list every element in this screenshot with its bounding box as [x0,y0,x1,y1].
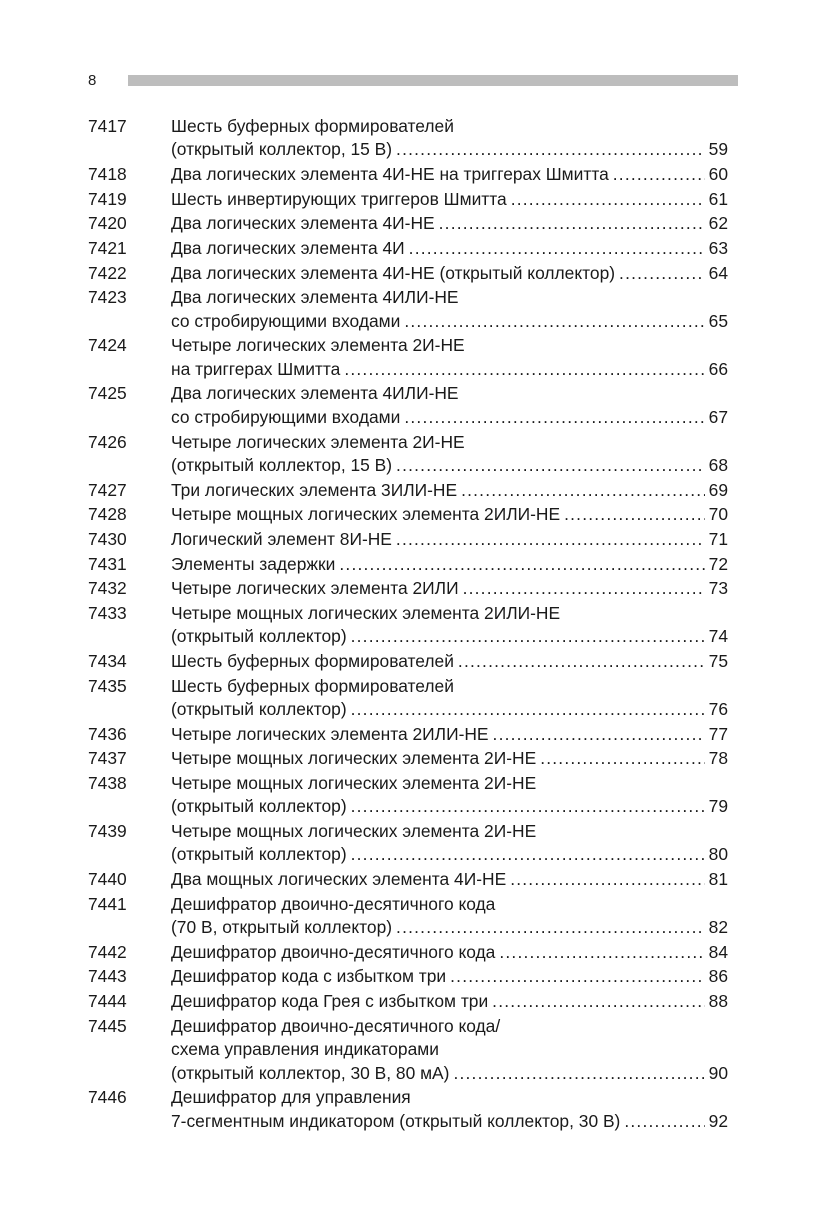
entry-title-line: Четыре логических элемента 2И-НЕ [171,335,465,356]
entry-last-line [171,577,728,600]
entry-title-line: (открытый коллектор, 30 В, 80 мА) [171,1062,450,1083]
entry-page-number: 78 [708,748,728,769]
entry-last-line [171,1062,728,1085]
dot-leader [492,990,705,1013]
toc-entry [88,382,728,429]
entry-code: 7441 [88,893,127,914]
entry-code: 7421 [88,238,127,259]
entry-page-number: 65 [708,310,728,331]
entry-body [171,577,728,600]
dot-leader [510,868,705,891]
entry-title-line: (открытый коллектор) [171,626,347,647]
entry-code: 7434 [88,650,127,671]
entry-last-line [171,237,728,260]
entry-page-number: 64 [708,262,728,283]
dot-leader [396,454,705,477]
dot-leader [404,310,705,333]
dot-leader [499,941,705,964]
dot-leader [351,625,705,648]
entry-page-number: 73 [708,578,728,599]
dot-leader [351,843,705,866]
entry-code: 7437 [88,748,127,769]
toc-entry [88,868,728,891]
entry-body [171,675,728,722]
entry-code: 7444 [88,991,127,1012]
entry-code: 7427 [88,479,127,500]
entry-last-line [171,868,728,891]
entry-code: 7436 [88,723,127,744]
entry-code: 7439 [88,821,127,842]
toc-entry [88,115,728,162]
entry-title-line: Дешифратор кода Грея с избытком три [171,991,489,1012]
entry-page-number: 69 [708,479,728,500]
entry-body [171,650,728,673]
entry-page-number: 82 [708,917,728,938]
entry-title-line: Дешифратор двоично-десятичного кода [171,893,496,914]
entry-last-line [171,916,728,939]
entry-last-line [171,990,728,1013]
entry-code: 7417 [88,116,127,136]
entry-body [171,188,728,211]
entry-body [171,262,728,285]
entry-title-line: (открытый коллектор, 15 В) [171,454,393,475]
toc-entry [88,212,728,235]
entry-title-line: Четыре мощных логических элемента 2И-НЕ [171,772,537,793]
entry-title-line: (открытый коллектор) [171,699,347,719]
entry-page-number: 77 [708,723,728,744]
entry-code: 7430 [88,528,127,549]
dot-leader [458,650,705,673]
entry-last-line [171,503,728,526]
entry-body [171,286,728,333]
toc-entry [88,772,728,819]
entry-body [171,723,728,746]
entry-page-number: 70 [708,504,728,525]
entry-code: 7419 [88,188,127,209]
entry-last-line [171,723,728,746]
entry-page-number: 75 [708,650,728,671]
dot-leader [511,188,705,211]
entry-title-line: со стробирующими входами [171,406,401,427]
toc-entry [88,262,728,285]
entry-code: 7428 [88,504,127,525]
entry-title-line: (70 В, открытый коллектор) [171,917,393,938]
entry-page-number: 86 [708,966,728,987]
entry-body [171,431,728,478]
toc-entry [88,237,728,260]
entry-page-number: 63 [708,238,728,259]
entry-body [171,115,728,162]
entry-last-line [171,650,728,673]
entry-last-line [171,406,728,429]
dot-leader [453,1062,705,1085]
entry-title-line: Дешифратор двоично-десятичного кода [171,941,496,962]
entry-code: 7425 [88,383,127,404]
entry-code: 7423 [88,287,127,308]
entry-page-number: 67 [708,406,728,427]
entry-last-line [171,795,728,818]
dot-leader [396,138,705,161]
entry-title-line: Шесть буферных формирователей [171,675,454,696]
entry-last-line [171,212,728,235]
entry-title-line: Четыре логических элемента 2ИЛИ-НЕ [171,723,489,744]
entry-body [171,553,728,576]
entry-title-line: 7-сегментным индикатором (открытый коллектор, 30 В) [171,1110,621,1131]
dot-leader [439,212,705,235]
dot-leader [351,795,705,818]
entry-last-line [171,1110,728,1133]
entry-code: 7426 [88,431,127,452]
entry-title-line: Четыре логических элемента 2ИЛИ [171,578,459,599]
entry-last-line [171,843,728,866]
entry-body [171,163,728,186]
entry-title-line: Четыре мощных логических элемента 2ИЛИ-НЕ [171,602,561,623]
entry-page-number: 90 [708,1062,728,1083]
entry-last-line [171,138,728,161]
entry-title-line: Четыре логических элемента 2И-НЕ [171,431,465,452]
entry-last-line [171,358,728,381]
entry-title-line: Два логических элемента 4И-НЕ [171,213,435,234]
entry-title-line: Логический элемент 8И-НЕ [171,528,392,549]
entry-title-line: Шесть буферных формирователей [171,650,454,671]
table-of-contents [88,115,728,1134]
toc-entry [88,553,728,576]
entry-body [171,1086,728,1133]
entry-title-line: Дешифратор двоично-десятичного кода/ [171,1015,501,1036]
page-header [88,70,738,92]
header-rule [128,75,738,86]
entry-last-line [171,553,728,576]
entry-title-line: со стробирующими входами [171,310,401,331]
entry-title-line: Дешифратор кода с избытком три [171,966,447,987]
dot-leader [613,163,705,186]
entry-page-number: 76 [708,699,728,719]
entry-page-number: 80 [708,844,728,865]
entry-title-line: (открытый коллектор) [171,844,347,865]
toc-entry [88,941,728,964]
entry-code: 7446 [88,1087,127,1108]
entry-title-line: на триггерах Шмитта [171,358,341,379]
entry-body [171,965,728,988]
entry-body [171,820,728,867]
entry-page-number: 60 [708,164,728,185]
entry-code: 7431 [88,553,127,574]
dot-leader [396,916,705,939]
toc-entry [88,675,728,722]
entry-last-line [171,188,728,211]
entry-page-number: 92 [708,1110,728,1131]
entry-title-line: Два мощных логических элемента 4И-НЕ [171,869,507,890]
entry-page-number: 68 [708,454,728,475]
entry-page-number: 84 [708,941,728,962]
dot-leader [450,965,705,988]
dot-leader [564,503,705,526]
entry-last-line [171,479,728,502]
entry-page-number: 74 [708,626,728,647]
dot-leader [619,262,705,285]
dot-leader [396,528,705,551]
entry-body [171,893,728,940]
entry-page-number: 66 [708,358,728,379]
entry-title-line: Два логических элемента 4ИЛИ-НЕ [171,383,459,404]
toc-entry [88,1015,728,1085]
entry-title-line: Дешифратор для управления [171,1087,411,1108]
dot-leader [404,406,705,429]
toc-entry [88,503,728,526]
toc-entry [88,893,728,940]
toc-entry [88,965,728,988]
toc-entry [88,723,728,746]
entry-body [171,868,728,891]
entry-title-line: Два логических элемента 4И-НЕ на триггерах Шмитта [171,164,609,185]
entry-last-line [171,698,728,721]
toc-entry [88,334,728,381]
entry-title-line: Два логических элемента 4ИЛИ-НЕ [171,287,459,308]
entry-body [171,334,728,381]
dot-leader [540,747,705,770]
entry-body [171,212,728,235]
entry-code: 7420 [88,213,127,234]
entry-body [171,237,728,260]
toc-entry [88,577,728,600]
entry-title-line: Четыре мощных логических элемента 2И-НЕ [171,748,537,769]
entry-page-number: 79 [708,796,728,817]
toc-entry [88,431,728,478]
dot-leader [463,577,705,600]
entry-page-number: 81 [708,869,728,890]
entry-title-line: Четыре мощных логических элемента 2ИЛИ-НЕ [171,504,561,525]
entry-title-line: Три логических элемента 3ИЛИ-НЕ [171,479,458,500]
toc-entry [88,747,728,770]
entry-body [171,1015,728,1085]
entry-page-number: 88 [708,991,728,1012]
entry-body [171,772,728,819]
entry-code: 7432 [88,578,127,599]
dot-leader [461,479,705,502]
entry-body [171,602,728,649]
entry-code: 7443 [88,966,127,987]
entry-code: 7424 [88,335,127,356]
entry-page-number: 61 [708,188,728,209]
toc-entry [88,602,728,649]
entry-last-line [171,310,728,333]
entry-body [171,747,728,770]
entry-page-number: 72 [708,553,728,574]
toc-entry [88,479,728,502]
entry-title-line: Четыре мощных логических элемента 2И-НЕ [171,821,537,842]
dot-leader [493,723,705,746]
entry-body [171,941,728,964]
entry-last-line [171,941,728,964]
entry-code: 7435 [88,675,127,696]
entry-code: 7438 [88,772,127,793]
entry-title-line: схема управления индикаторами [171,1039,439,1060]
entry-body [171,503,728,526]
dot-leader [624,1110,705,1133]
entry-page-number: 71 [708,528,728,549]
entry-last-line [171,747,728,770]
entry-code: 7433 [88,602,127,623]
entry-code: 7418 [88,164,127,185]
entry-body [171,528,728,551]
dot-leader [409,237,705,260]
toc-entry [88,528,728,551]
entry-code: 7445 [88,1015,127,1036]
entry-title-line: Шесть инвертирующих триггеров Шмитта [171,188,507,209]
toc-entry [88,163,728,186]
entry-page-number: 62 [708,213,728,234]
entry-last-line [171,625,728,648]
entry-body [171,382,728,429]
entry-title-line: (открытый коллектор, 15 В) [171,139,393,160]
entry-title-line: Элементы задержки [171,553,336,574]
toc-entry [88,1086,728,1133]
entry-title-line: Шесть буферных формирователей [171,116,454,136]
entry-last-line [171,528,728,551]
entry-title-line: Два логических элемента 4И-НЕ (открытый коллектор) [171,262,616,283]
entry-last-line [171,262,728,285]
toc-entry [88,650,728,673]
entry-title-line: Два логических элемента 4И [171,238,405,259]
toc-entry [88,188,728,211]
entry-code: 7442 [88,941,127,962]
entry-body [171,990,728,1013]
toc-entry [88,990,728,1013]
entry-last-line [171,965,728,988]
entry-code: 7440 [88,869,127,890]
toc-entry [88,820,728,867]
toc-entry [88,286,728,333]
dot-leader [344,358,705,381]
dot-leader [351,698,705,721]
entry-page-number: 59 [708,139,728,160]
entry-last-line [171,163,728,186]
entry-body [171,479,728,502]
dot-leader [339,553,705,576]
entry-last-line [171,454,728,477]
entry-code: 7422 [88,262,127,283]
page-number: 8 [88,72,97,89]
entry-title-line: (открытый коллектор) [171,796,347,817]
